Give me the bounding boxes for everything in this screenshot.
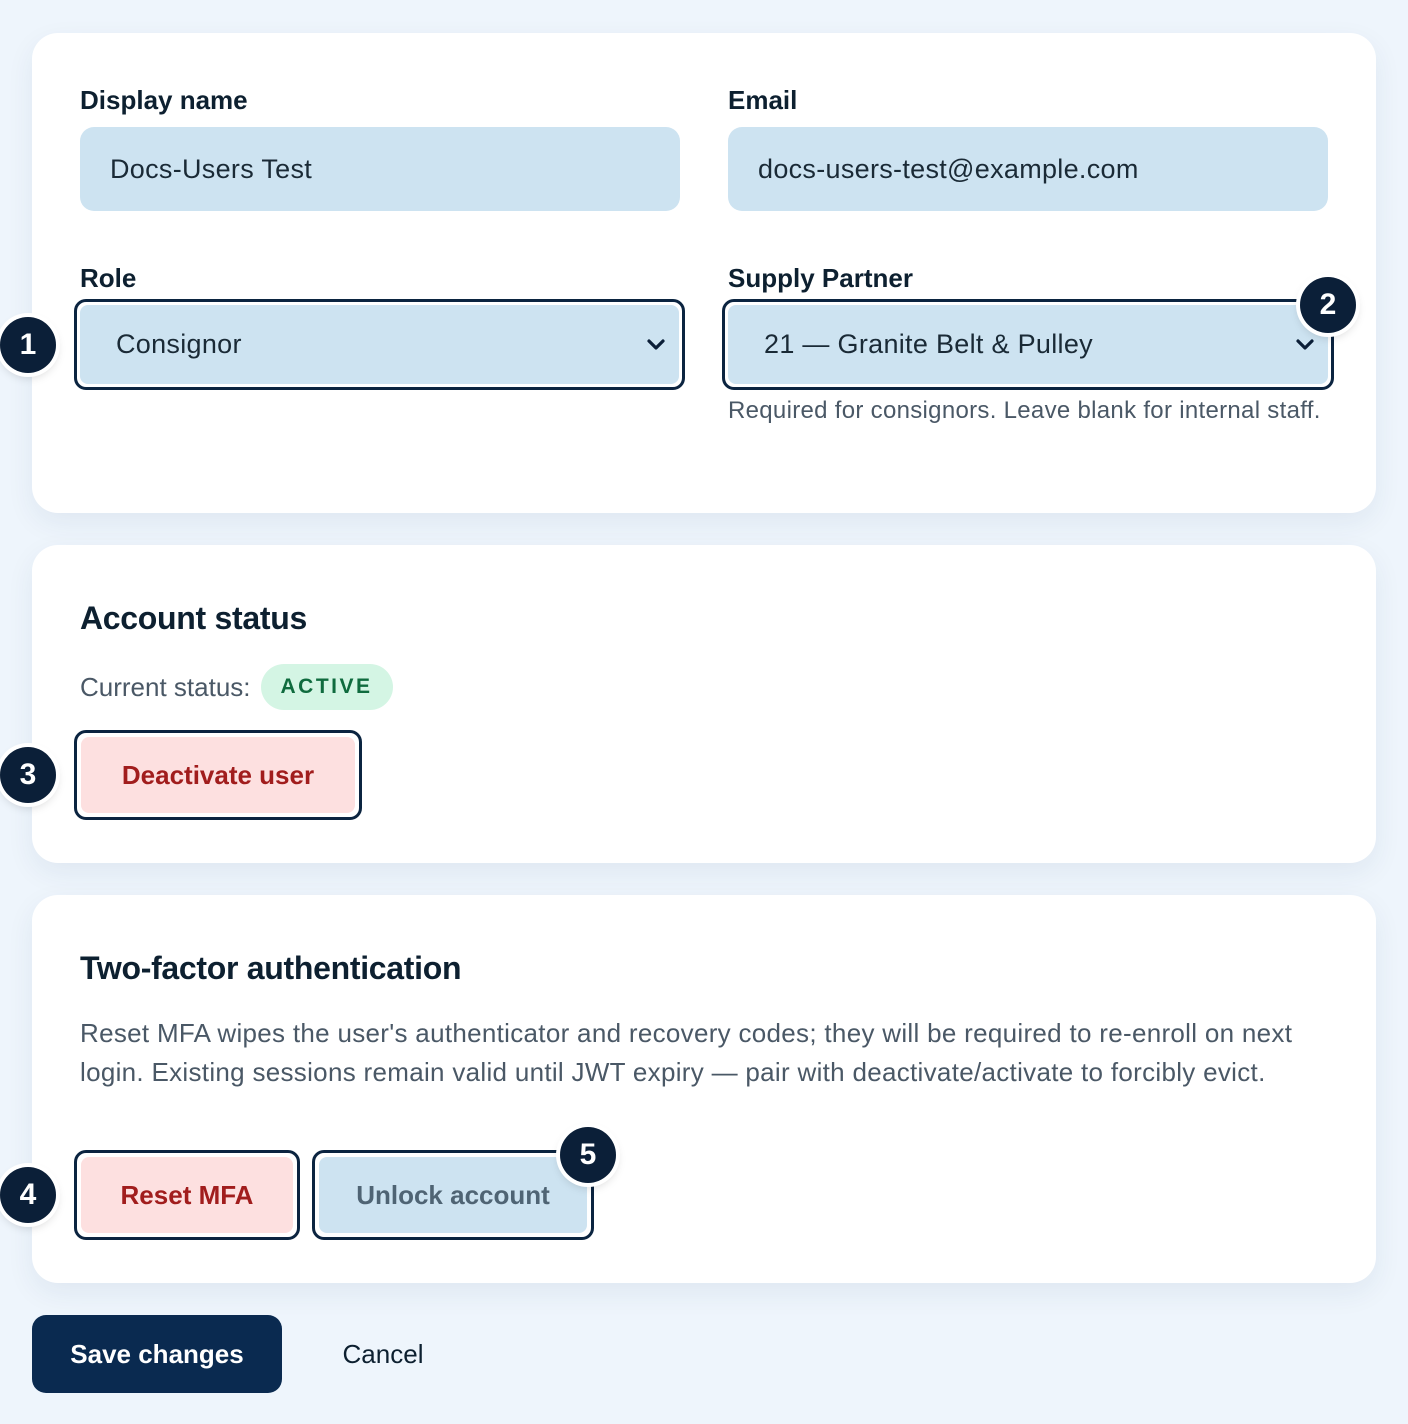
role-select[interactable] <box>80 305 679 384</box>
unlock-highlight <box>312 1150 594 1240</box>
callout-2: 2 <box>1300 277 1356 333</box>
account-status-card <box>32 545 1376 863</box>
current-status-label: Current status: <box>80 671 251 702</box>
status-badge: ACTIVE <box>261 664 393 710</box>
display-name-label: Display name <box>80 85 248 115</box>
email-label: Email <box>728 85 798 115</box>
callout-3: 3 <box>0 747 56 803</box>
role-select-value: Consignor <box>116 329 242 359</box>
callout-1: 1 <box>0 317 56 373</box>
deactivate-highlight <box>74 730 362 820</box>
profile-card <box>32 33 1376 513</box>
two-factor-card <box>32 895 1376 1283</box>
supply-partner-select[interactable] <box>728 305 1328 384</box>
chevron-down-icon <box>645 335 667 355</box>
callout-4: 4 <box>0 1167 56 1223</box>
callout-5: 5 <box>560 1127 616 1183</box>
role-label: Role <box>80 263 137 293</box>
supply-partner-select-value: 21 — Granite Belt & Pulley <box>764 329 1093 359</box>
email-field[interactable]: docs-users-test@example.com <box>728 127 1328 211</box>
supply-partner-select-highlight <box>722 299 1334 390</box>
cancel-button[interactable]: Cancel <box>342 1338 424 1369</box>
supply-partner-hint: Required for consignors. Leave blank for internal staff. <box>728 397 1321 424</box>
display-name-field[interactable]: Docs-Users Test <box>80 127 680 211</box>
unlock-account-button[interactable]: Unlock account <box>319 1157 587 1233</box>
deactivate-user-button[interactable]: Deactivate user <box>81 737 355 813</box>
reset-mfa-highlight <box>74 1150 300 1240</box>
reset-mfa-button[interactable]: Reset MFA <box>81 1157 293 1233</box>
account-status-heading: Account status <box>80 600 307 636</box>
current-status-row <box>80 664 393 710</box>
chevron-down-icon <box>1294 335 1316 355</box>
two-factor-heading: Two-factor authentication <box>80 950 462 986</box>
save-changes-button[interactable]: Save changes <box>32 1315 282 1393</box>
two-factor-description: Reset MFA wipes the user's authenticator and recovery codes; they will be required to re-enroll on next login. Existing sessions remain valid until JWT expiry — pair with deactivate/activate to forcibly evict. <box>80 1018 1293 1087</box>
supply-partner-label: Supply Partner <box>728 263 913 293</box>
role-select-highlight <box>74 299 685 390</box>
